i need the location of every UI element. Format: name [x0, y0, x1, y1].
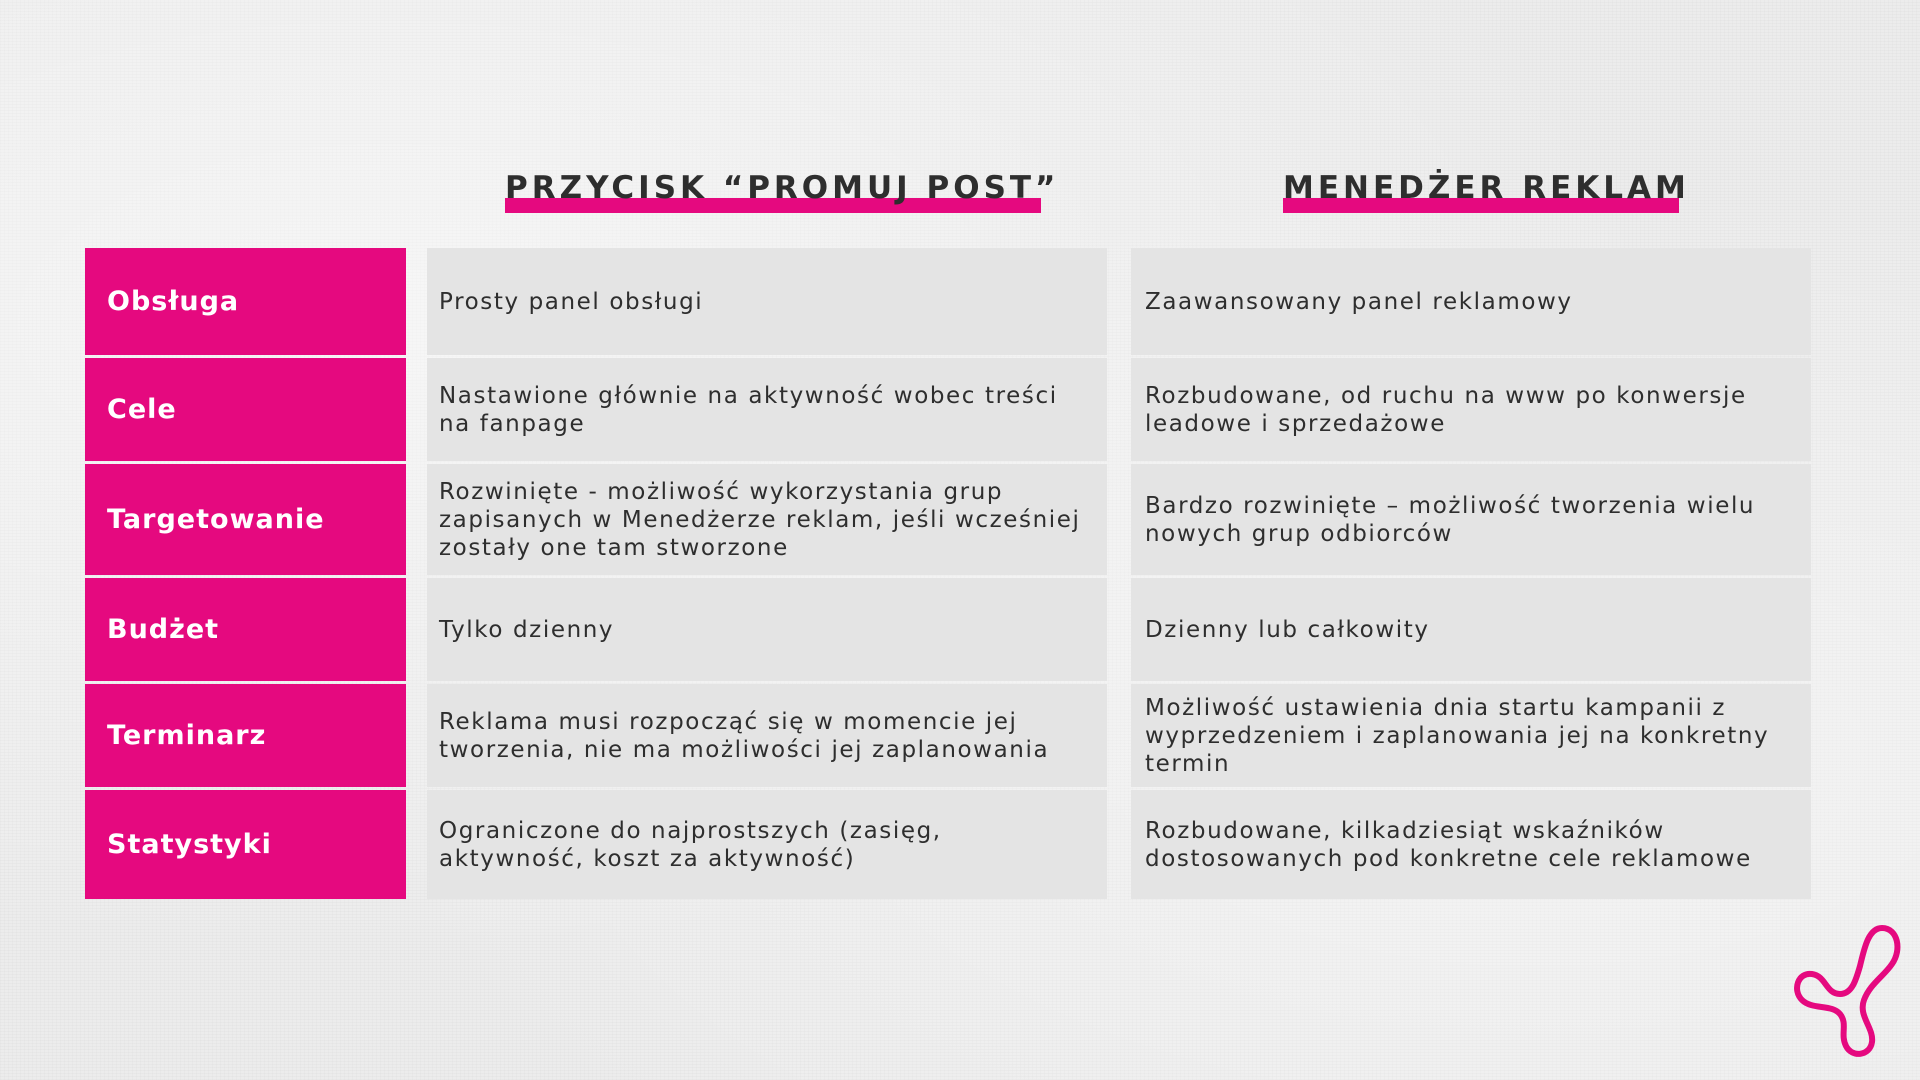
cell-ads-manager: Rozbudowane, kilkadziesiąt wskaźników dostosowanych pod konkretne cele reklamowe [1131, 790, 1811, 899]
table-row-targetowanie [85, 464, 1811, 575]
table-row-terminarz [85, 684, 1811, 787]
cell-promote-post: Nastawione głównie na aktywność wobec treści na fanpage [427, 358, 1107, 461]
cell-ads-manager: Rozbudowane, od ruchu na www po konwersje leadowe i sprzedażowe [1131, 358, 1811, 461]
table-row-cele [85, 358, 1811, 461]
row-label: Statystyki [85, 790, 406, 899]
table-row-budzet [85, 578, 1811, 681]
brand-logo-icon [1790, 920, 1905, 1060]
row-label: Budżet [85, 578, 406, 681]
cell-ads-manager: Bardzo rozwinięte – możliwość tworzenia wielu nowych grup odbiorców [1131, 464, 1811, 575]
row-label: Targetowanie [85, 464, 406, 575]
column-title-ads-manager: MENEDŻER REKLAM [1283, 170, 1690, 206]
cell-promote-post: Reklama musi rozpocząć się w momencie jej tworzenia, nie ma możliwości jej zaplanowania [427, 684, 1107, 787]
row-label: Cele [85, 358, 406, 461]
cell-promote-post: Rozwinięte - możliwość wykorzystania grup zapisanych w Menedżerze reklam, jeśli wcześniej zostały one tam stworzone [427, 464, 1107, 575]
cell-ads-manager: Zaawansowany panel reklamowy [1131, 248, 1811, 355]
cell-promote-post: Tylko dzienny [427, 578, 1107, 681]
cell-promote-post: Ograniczone do najprostszych (zasięg, aktywność, koszt za aktywność) [427, 790, 1107, 899]
cell-ads-manager: Dzienny lub całkowity [1131, 578, 1811, 681]
row-label: Obsługa [85, 248, 406, 355]
row-label: Terminarz [85, 684, 406, 787]
column-title-promote-post: PRZYCISK “PROMUJ POST” [505, 170, 1060, 206]
column-header-promote-post [505, 170, 1060, 216]
table-row-obsluga [85, 248, 1811, 355]
cell-ads-manager: Możliwość ustawienia dnia startu kampanii z wyprzedzeniem i zaplanowania jej na konkretny termin [1131, 684, 1811, 787]
cell-promote-post: Prosty panel obsługi [427, 248, 1107, 355]
table-row-statystyki [85, 790, 1811, 899]
comparison-table [85, 248, 1811, 902]
column-header-ads-manager [1283, 170, 1690, 216]
